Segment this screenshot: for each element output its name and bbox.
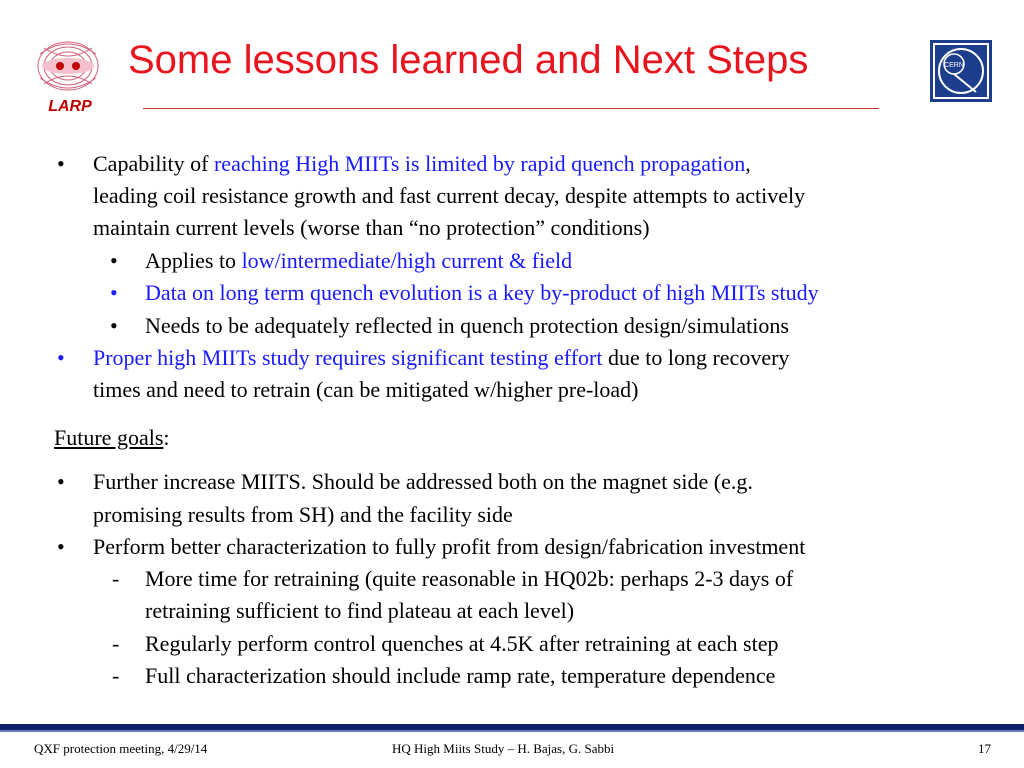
- dash-marker: -: [112, 663, 120, 688]
- sub-bullet-1-highlight: low/intermediate/high current & field: [241, 248, 573, 273]
- bullet-2-line-2: times and need to retrain (can be mitigated w/higher pre-load): [93, 377, 639, 402]
- larp-logo: [30, 34, 106, 120]
- larp-emblem-icon: [30, 34, 106, 98]
- sub-bullet-marker: •: [110, 313, 118, 338]
- future-bullet-1-line-1: Further increase MIITS. Should be addressed both on the magnet side (e.g.: [93, 469, 753, 494]
- bullet-marker: •: [57, 469, 65, 494]
- bullet-1-line-1: [93, 148, 751, 180]
- future-sub-1-line-1: More time for retraining (quite reasonable in HQ02b: perhaps 2-3 days of: [145, 566, 794, 591]
- bullet-1-text-highlight: reaching High MIITs is limited by rapid quench propagation: [213, 151, 746, 176]
- bullet-1-line-3: maintain current levels (worse than “no protection” conditions): [93, 215, 650, 240]
- sub-bullet-2: Data on long term quench evolution is a key by-product of high MIITs study: [145, 280, 819, 305]
- sub-bullet-3: Needs to be adequately reflected in quench protection design/simulations: [145, 313, 789, 338]
- footer-meeting: QXF protection meeting, 4/29/14: [34, 741, 208, 756]
- bullet-1-text-post: ,: [745, 151, 751, 176]
- future-bullet-2-line-1: Perform better characterization to fully profit from design/fabrication investment: [93, 534, 806, 559]
- sub-bullet-marker: •: [110, 248, 118, 273]
- slide-title: Some lessons learned and Next Steps: [128, 38, 809, 82]
- future-goals-label: Future goals: [54, 425, 164, 450]
- future-sub-3: Full characterization should include ramp rate, temperature dependence: [145, 663, 776, 688]
- bullet-1-line-2: leading coil resistance growth and fast current decay, despite attempts to actively: [93, 183, 806, 208]
- bullet-marker: •: [57, 534, 65, 559]
- larp-logo-text: LARP: [48, 98, 92, 115]
- future-sub-2: Regularly perform control quenches at 4.5K after retraining at each step: [145, 631, 779, 656]
- bullet-2-post: due to long recovery: [602, 345, 790, 370]
- bullet-marker: •: [57, 151, 65, 176]
- future-goals-heading: [54, 422, 170, 454]
- sub-bullet-marker: •: [110, 280, 118, 305]
- future-bullet-1-line-2: promising results from SH) and the facility side: [93, 502, 513, 527]
- sub-bullet-1: [145, 245, 572, 277]
- cern-logo: [930, 40, 992, 102]
- footer-bar-accent: [0, 730, 1024, 732]
- footer-title: HQ High Miits Study – H. Bajas, G. Sabbi: [392, 741, 615, 756]
- title-underline: [143, 108, 879, 109]
- dash-marker: -: [112, 631, 120, 656]
- bullet-2-highlight: Proper high MIITs study requires significant testing effort: [93, 345, 603, 370]
- dash-marker: -: [112, 566, 120, 591]
- sub-bullet-1-pre: Applies to: [145, 248, 242, 273]
- future-goals-colon: :: [163, 425, 170, 450]
- bullet-1-text-pre: Capability of: [93, 151, 214, 176]
- page-number: 17: [978, 741, 991, 756]
- future-sub-1-line-2: retraining sufficient to find plateau at each level): [145, 598, 575, 623]
- cern-logo-text: CERN: [944, 62, 964, 69]
- cern-emblem-icon: [930, 40, 992, 102]
- bullet-marker: •: [57, 345, 65, 370]
- bullet-2-line-1: [93, 342, 789, 374]
